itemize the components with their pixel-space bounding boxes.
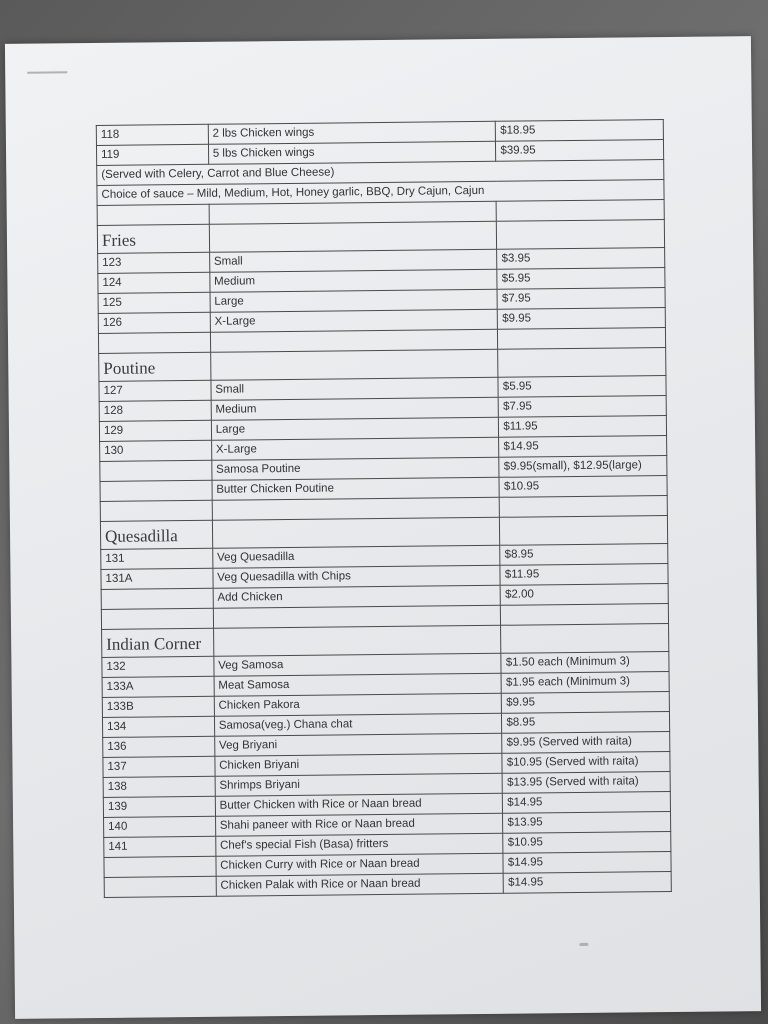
item-price: $14.95 <box>503 792 671 814</box>
item-price: $5.95 <box>497 268 665 290</box>
item-name: Chicken Palak with Rice or Naan bread <box>216 873 504 896</box>
item-code: 127 <box>99 380 211 401</box>
empty-cell <box>210 349 498 380</box>
item-code: 130 <box>100 440 212 461</box>
menu-table-body <box>96 120 671 898</box>
item-name: Chicken Curry with Rice or Naan bread <box>216 853 504 876</box>
item-code: 140 <box>104 816 216 837</box>
empty-cell <box>97 204 209 225</box>
item-code <box>104 876 216 897</box>
empty-cell <box>497 220 665 250</box>
item-name: Butter Chicken Poutine <box>212 477 500 500</box>
item-code: 136 <box>103 736 215 757</box>
item-price: $8.95 <box>500 544 668 566</box>
item-name: Meat Samosa <box>214 673 502 696</box>
menu-note: (Served with Celery, Carrot and Blue Cheese) <box>97 160 664 186</box>
section-heading: Fries <box>97 224 209 253</box>
empty-cell <box>496 200 664 222</box>
item-name: X-Large <box>210 309 498 332</box>
item-code: 137 <box>103 756 215 777</box>
item-price: $10.95 (Served with raita) <box>502 752 670 774</box>
item-name: Chicken Briyani <box>215 753 503 776</box>
item-name: Samosa Poutine <box>212 457 500 480</box>
empty-cell <box>209 221 497 252</box>
item-code: 125 <box>98 292 210 313</box>
item-name: Chef's special Fish (Basa) fritters <box>215 833 503 856</box>
item-code <box>100 460 212 481</box>
item-code: 141 <box>104 836 216 857</box>
menu-page <box>5 36 761 1019</box>
item-price: $2.00 <box>500 584 668 606</box>
item-name: Veg Samosa <box>214 653 502 676</box>
empty-cell <box>213 625 501 656</box>
empty-cell <box>212 517 500 548</box>
menu-table <box>96 119 672 898</box>
item-price: $3.95 <box>497 248 665 270</box>
empty-cell <box>501 624 669 654</box>
item-code: 123 <box>98 252 210 273</box>
section-heading: Quesadilla <box>100 520 212 549</box>
item-name: X-Large <box>211 437 499 460</box>
item-name: Add Chicken <box>213 585 501 608</box>
item-name: Medium <box>210 269 498 292</box>
empty-cell <box>500 516 668 546</box>
section-heading: Indian Corner <box>102 628 214 657</box>
item-price: $5.95 <box>498 376 666 398</box>
item-code: 139 <box>103 796 215 817</box>
empty-cell <box>101 608 213 629</box>
item-code: 133B <box>102 696 214 717</box>
item-name: Veg Briyani <box>214 733 502 756</box>
item-price: $14.95 <box>503 852 671 874</box>
item-name: Large <box>211 417 499 440</box>
item-price: $11.95 <box>500 564 668 586</box>
item-price: $1.95 each (Minimum 3) <box>501 672 669 694</box>
item-name: Chicken Pakora <box>214 693 502 716</box>
item-price: $11.95 <box>499 416 667 438</box>
item-price: $39.95 <box>496 140 664 162</box>
item-code: 128 <box>99 400 211 421</box>
item-name: Butter Chicken with Rice or Naan bread <box>215 793 503 816</box>
item-price: $7.95 <box>497 288 665 310</box>
item-price: $10.95 <box>499 476 667 498</box>
item-name: Veg Quesadilla with Chips <box>213 565 501 588</box>
item-code: 126 <box>98 312 210 333</box>
item-name: Samosa(veg.) Chana chat <box>214 713 502 736</box>
item-price: $14.95 <box>503 872 671 894</box>
item-code <box>100 480 212 501</box>
item-code: 134 <box>102 716 214 737</box>
empty-cell <box>498 348 666 378</box>
paper-speck <box>579 943 588 946</box>
item-name: 5 lbs Chicken wings <box>208 141 496 164</box>
item-name: Shrimps Briyani <box>215 773 503 796</box>
item-price: $9.95(small), $12.95(large) <box>499 456 667 478</box>
item-price: $8.95 <box>502 712 670 734</box>
paper-mark <box>27 71 67 73</box>
empty-cell <box>100 500 212 521</box>
item-code <box>104 856 216 877</box>
item-name: Small <box>211 377 499 400</box>
item-price: $9.95 <box>502 692 670 714</box>
item-price: $14.95 <box>499 436 667 458</box>
item-price: $18.95 <box>496 120 664 142</box>
item-code: 132 <box>102 656 214 677</box>
item-price: $9.95 <box>498 308 666 330</box>
item-code <box>101 588 213 609</box>
item-price: $10.95 <box>503 832 671 854</box>
empty-cell <box>498 328 666 350</box>
item-code: 133A <box>102 676 214 697</box>
empty-cell <box>501 604 669 626</box>
item-name: 2 lbs Chicken wings <box>208 121 496 144</box>
item-price: $1.50 each (Minimum 3) <box>501 652 669 674</box>
item-code: 129 <box>99 420 211 441</box>
item-code: 119 <box>96 144 208 165</box>
item-code: 118 <box>96 124 208 145</box>
item-code: 124 <box>98 272 210 293</box>
item-name: Shahi paneer with Rice or Naan bread <box>215 813 503 836</box>
item-name: Small <box>209 249 497 272</box>
empty-cell <box>98 332 210 353</box>
item-code: 131A <box>101 568 213 589</box>
item-code: 131 <box>101 548 213 569</box>
menu-note: Choice of sauce – Mild, Medium, Hot, Honey garlic, BBQ, Dry Cajun, Cajun <box>97 180 664 206</box>
item-name: Medium <box>211 397 499 420</box>
item-price: $7.95 <box>499 396 667 418</box>
section-heading: Poutine <box>99 352 211 381</box>
item-name: Large <box>210 289 498 312</box>
empty-cell <box>500 496 668 518</box>
item-price: $9.95 (Served with raita) <box>502 732 670 754</box>
item-code: 138 <box>103 776 215 797</box>
item-price: $13.95 (Served with raita) <box>502 772 670 794</box>
item-price: $13.95 <box>503 812 671 834</box>
item-name: Veg Quesadilla <box>212 545 500 568</box>
